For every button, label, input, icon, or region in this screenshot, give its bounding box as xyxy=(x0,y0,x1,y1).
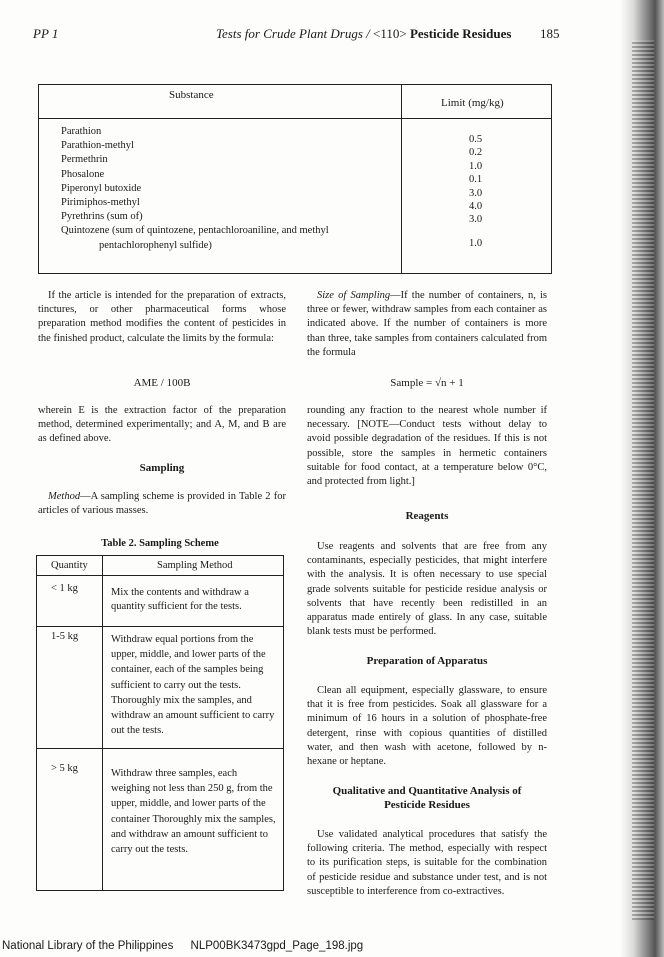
analysis-paragraph: Use validated analytical procedures that satisfy the following criteria. The method, especially with respect to its purification steps, is suitable for the combination of pesticide residue and substance under test, and is not susceptible to interference from co-extractives. xyxy=(307,829,547,897)
method-text: —A sampling scheme is provided in Table 2 for articles of various masses. xyxy=(38,491,286,517)
header-title xyxy=(216,26,511,42)
limit-value: 3.0 xyxy=(469,214,483,226)
analysis-heading-line1: Qualitative and Quantitative Analysis of xyxy=(332,785,522,797)
substance-name: Quintozene (sum of quintozene, pentachloroaniline, and methyl xyxy=(61,225,329,237)
col-limit-header: Limit (mg/kg) xyxy=(441,97,504,109)
rounding-paragraph: rounding any fraction to the nearest whole number if necessary. [NOTE—Conduct tests without delay to avoid possible degradation of the residues. If this is not possible, store the samples in hermetic containers suitable for food contact, at a temperature below 0°C, and protected from light.] xyxy=(307,405,547,488)
header-chapter: <110> xyxy=(373,26,407,41)
header-title-text: Tests for Crude Plant Drugs / xyxy=(216,26,370,41)
limit-value: 0.1 xyxy=(469,174,483,186)
size-of-sampling-block xyxy=(307,289,547,360)
analysis-heading-line2: Pesticide Residues xyxy=(384,799,470,811)
quantity-cell: < 1 kg xyxy=(51,583,78,594)
wherein-block xyxy=(38,404,286,447)
apparatus-block xyxy=(307,684,547,769)
substance-name: Pirimiphos-methyl xyxy=(61,197,140,209)
limits-table-header-rule xyxy=(39,118,551,119)
substance-name: Pyrethrins (sum of) xyxy=(61,211,143,223)
substance-list xyxy=(61,125,329,253)
quantity-cell: > 5 kg xyxy=(51,763,78,774)
table2-title: Table 2. Sampling Scheme xyxy=(101,538,219,549)
limits-table xyxy=(38,84,552,274)
substance-name: Phosalone xyxy=(61,168,105,180)
footer-file: NLP00BK3473gpd_Page_198.jpg xyxy=(190,940,364,952)
rounding-block xyxy=(307,404,547,489)
size-text: —If the number of containers, n, is three or fewer, withdraw samples from each container as indicated above. If the number of containers is more than three, take samples from containers calculated from the formula xyxy=(307,290,548,358)
apparatus-heading: Preparation of Apparatus xyxy=(366,655,488,667)
substance-name: Parathion xyxy=(61,126,102,137)
limit-value: 0.5 xyxy=(469,134,483,145)
formula-ame: AME / 100B xyxy=(133,377,191,389)
sampling-table xyxy=(36,555,284,891)
sampling-heading: Sampling xyxy=(139,462,185,474)
method-cell: Withdraw equal portions from the upper, middle, and lower parts of the container, each of the samples being sufficient to carry out the tests. Thoroughly mix the samples, and withdraw an amount sufficient to carry out the tests. xyxy=(111,634,275,737)
apparatus-paragraph: Clean all equipment, especially glassware, to ensure that it is free from pesticides. Soak all glassware for a minimum of 16 hours in a solution of phosphate-free detergent, rinse with copious quantities of distilled water, and then wash with acetone, followed by n-hexane or heptane. xyxy=(307,685,547,768)
formula-right: + 1 xyxy=(449,377,464,389)
left-column-intro xyxy=(38,289,286,346)
footer-library: National Library of the Philippines xyxy=(2,940,174,952)
size-label: Size of Sampling xyxy=(317,290,391,301)
col-quantity-header: Quantity xyxy=(51,560,88,571)
limit-value: 1.0 xyxy=(469,160,483,172)
quantity-cell: 1-5 kg xyxy=(51,631,79,642)
reagents-heading: Reagents xyxy=(405,510,449,522)
limit-value: 4.0 xyxy=(469,201,483,213)
page-edge-texture xyxy=(632,40,654,920)
formula-sample xyxy=(307,376,547,390)
substance-name: Piperonyl butoxide xyxy=(61,182,142,194)
analysis-block xyxy=(307,828,547,899)
substance-name-continued: pentachlorophenyl sulfide) xyxy=(99,239,212,251)
sampling-header-rule xyxy=(37,575,283,576)
col-substance-header: Substance xyxy=(169,89,214,101)
intro-paragraph: If the article is intended for the preparation of extracts, tinctures, or other pharmaceutical forms whose preparation method modifies the content of pesticides in the finished product, calculate the limits by the formula: xyxy=(38,290,286,344)
analysis-heading xyxy=(307,784,547,812)
header-left: PP 1 xyxy=(33,26,59,41)
substance-name: Parathion-methyl xyxy=(61,140,134,152)
scan-footer xyxy=(2,940,377,952)
method-label: Method xyxy=(48,491,81,502)
formula-left: Sample = xyxy=(390,377,433,389)
sampling-table-divider xyxy=(102,556,103,890)
limit-value: 3.0 xyxy=(469,187,483,199)
col-method-header: Sampling Method xyxy=(157,560,233,571)
method-block xyxy=(38,490,286,518)
sampling-row-rule xyxy=(37,748,283,749)
reagents-paragraph: Use reagents and solvents that are free from any contaminants, especially pesticides, that might interfere with the analysis. It is often necessary to use special grade solvents suitable for pesticide residue analysis or solvents that have recently been redistilled in an apparatus made entirely of glass. In any case, suitable blank tests must be performed. xyxy=(307,541,547,638)
header-section: Pesticide Residues xyxy=(409,26,512,41)
wherein-paragraph: wherein E is the extraction factor of the preparation method, determined experimentally; and A, M, and B are as defined above. xyxy=(38,405,286,445)
limits-table-divider xyxy=(401,85,402,273)
method-cell: Withdraw three samples, each weighing not less than 250 g, from the upper, middle, and lower parts of the container Thoroughly mix the samples, and withdraw an amount sufficient to carry out the tests. xyxy=(111,768,276,856)
limit-value: 0.2 xyxy=(469,147,483,159)
reagents-block xyxy=(307,540,547,639)
limit-value: 1.0 xyxy=(469,237,483,249)
substance-name: Permethrin xyxy=(61,154,108,166)
method-cell: Mix the contents and withdraw a quantity sufficient for the tests. xyxy=(111,587,249,613)
formula-root: √n xyxy=(434,377,447,389)
limit-list xyxy=(469,133,482,250)
sampling-row-rule xyxy=(37,626,283,627)
page-number: 185 xyxy=(540,26,560,41)
